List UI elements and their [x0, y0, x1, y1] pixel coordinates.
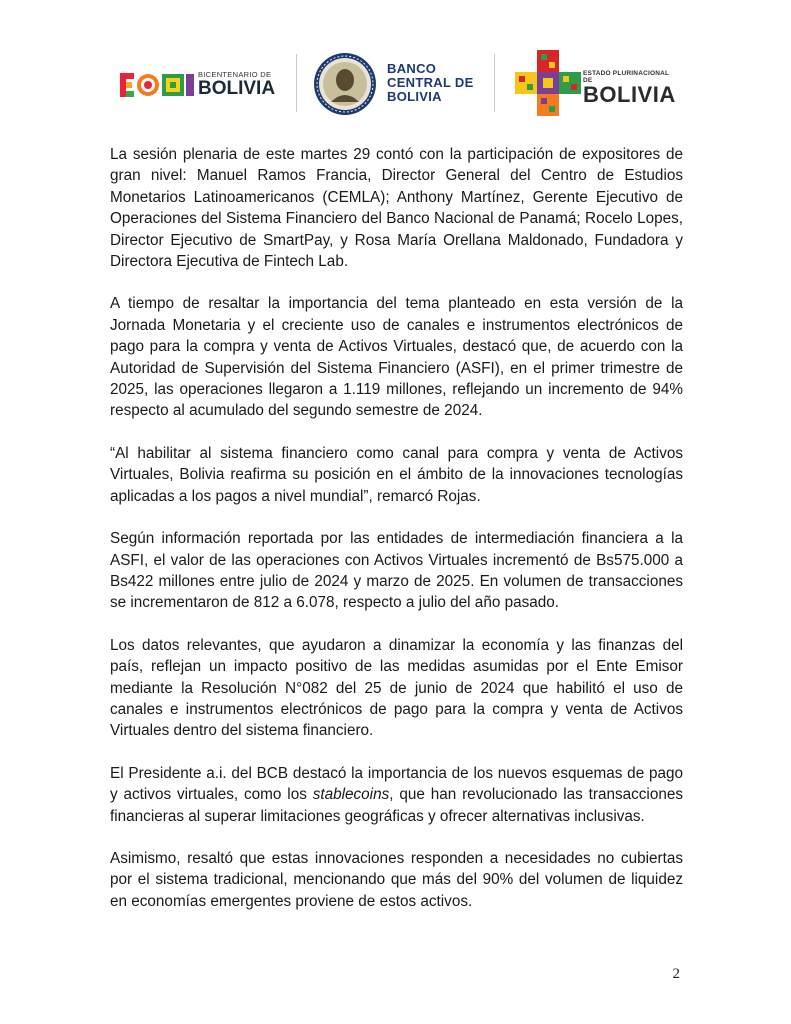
paragraph: Asimismo, resaltó que estas innovaciones responden a necesidades no cubiertas por el sistema tradicional, mencionando que más del 90% del volumen de liquidez en economías emergentes proviene de estos activos. [110, 849, 683, 910]
header-divider [296, 54, 297, 112]
document-header [0, 44, 791, 124]
paragraph: La sesión plenaria de este martes 29 contó con la participación de expositores de gran nivel: Manuel Ramos Francia, Director General del Centro de Estudios Monetarios Latinoamericanos (CEMLA); Anthony Martínez, Gerente Ejecutivo de Operaciones del Sistema Financiero del Banco Nacional de Panamá; Rocelo Lopes, Director Ejecutivo de SmartPay, y Rosa María Orellana Maldonado, Fundadora y Directora Ejecutiva de Fintech Lab. [110, 146, 683, 271]
bcb-seal-icon [313, 52, 377, 116]
estado-top-text: ESTADO PLURINACIONAL DE [583, 70, 670, 84]
estado-plurinacional-logo [515, 50, 675, 120]
paragraph-text: El Presidente a.i. del BCB destacó la importancia de los nuevos esquemas de pago y activos virtuales, como los [110, 764, 683, 804]
document-body [110, 144, 683, 933]
paragraph [110, 763, 683, 827]
paragraph: Según información reportada por las entidades de intermediación financiera a la ASFI, el valor de las operaciones con Activos Virtuales incrementó de Bs575.000 a Bs422 millones entre julio de 2024 y marzo de 2025. En volumen de transacciones se incrementaron de 812 a 6.078, respecto a julio del año pasado. [110, 530, 683, 612]
bicentenario-glyphs-icon [120, 72, 194, 98]
bicentenario-main-text: BOLIVIA [198, 78, 276, 99]
paragraph: A tiempo de resaltar la importancia del tema planteado en esta versión de la Jornada Monetaria y el creciente uso de canales e instrumentos electrónicos de pago para la compra y venta de Activos Virtuales, destacó que, de acuerdo con la Autoridad de Supervisión del Sistema Financiero (ASFI), en el primer trimestre de 2025, las operaciones llegaron a 1.119 millones, reflejando un incremento de 94% respecto al acumulado del segundo semestre de 2024. [110, 295, 683, 420]
header-divider [494, 54, 495, 112]
page-number: 2 [672, 966, 680, 982]
bcb-name-line-1: BANCO [387, 61, 437, 76]
estado-main-text: BOLIVIA [583, 82, 676, 107]
paragraph-text: , que han revolucionado las transacciones financieras al superar limitaciones geográficas y ofrecer alternativas inclusivas. [110, 786, 683, 825]
paragraph: Los datos relevantes, que ayudaron a dinamizar la economía y las finanzas del país, reflejan un impacto positivo de las medidas asumidas por el Ente Emisor mediante la Resolución N°082 del 25 de junio de 2024 que habilitó el uso de canales e instrumentos electrónicos de pago para la compra y venta de Activos Virtuales dentro del sistema financiero. [110, 636, 683, 740]
banco-central-logo [313, 52, 488, 118]
estado-emblem-icon [515, 50, 581, 116]
italic-term: stablecoins [312, 786, 390, 804]
paragraph: “Al habilitar al sistema financiero como canal para compra y venta de Activos Virtuales, Bolivia reafirma su posición en el ámbito de la innovaciones tecnologías aplicadas a los pagos a nivel mundial”, remarcó Rojas. [110, 444, 683, 505]
bicentenario-top-text: BICENTENARIO DE [198, 70, 272, 79]
bicentenario-logo [120, 70, 280, 100]
bcb-name-line-2: CENTRAL DE [387, 75, 474, 90]
bcb-name-line-3: BOLIVIA [387, 89, 442, 104]
